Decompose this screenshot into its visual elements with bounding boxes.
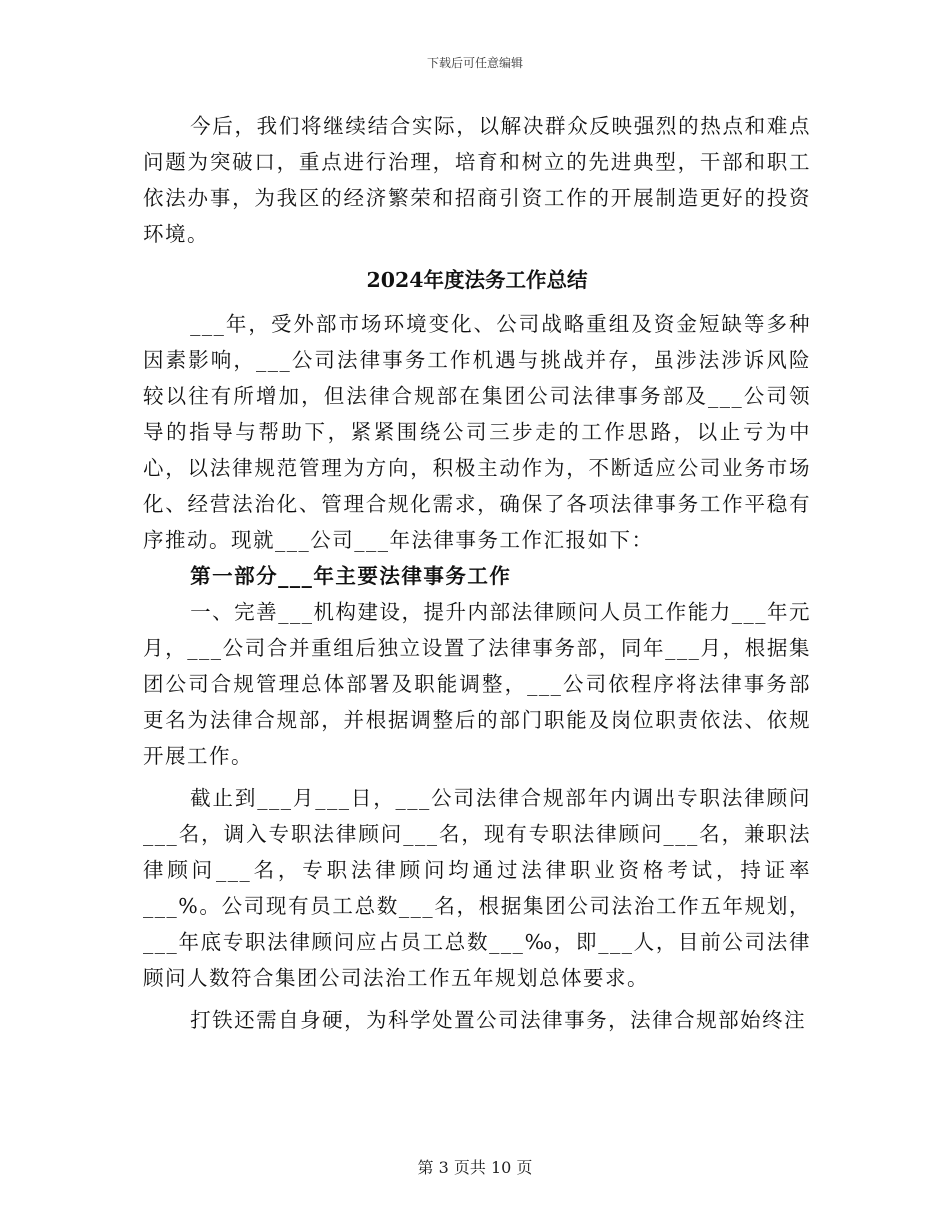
section-paragraph-2: 一、完善___机构建设，提升内部法律顾问人员工作能力___年元月，___公司合并重组后独立设置了法律事务部，同年___月，根据集团公司合规管理总体部署及职能调整，___公司依程序将法律事务部更名为法律合规部，并根据调整后的部门职能及岗位职责依法、依规开展工作。 [143,600,811,768]
section-title: 2024年度法务工作总结 [366,268,588,292]
page-footer: 第 3 页共 10 页 [417,1158,533,1177]
intro-paragraph: 今后，我们将继续结合实际，以解决群众反映强烈的热点和难点问题为突破口，重点进行治理，培育和树立的先进典型，干部和职工依法办事，为我区的经济繁荣和招商引资工作的开展制造更好的投资环境。 [143,114,811,246]
part-heading: 第一部分___年主要法律事务工作 [190,564,512,588]
section-paragraph-4: 打铁还需自身硬，为科学处置公司法律事务，法律合规部始终注 [190,1008,807,1032]
section-paragraph-3: 截止到___月___日，___公司法律合规部年内调出专职法律顾问___名，调入专职法律顾问___名，现有专职法律顾问___名，兼职法律顾问___名，专职法律顾问均通过法律职业资格考试，持证率___%。公司现有员工总数___名，根据集团公司法治工作五年规划，___年底专职法律顾问应占员工总数___‰，即___人，目前公司法律顾问人数符合集团公司法治工作五年规划总体要求。 [143,786,811,990]
document-body [143,108,811,1038]
page-header-note: 下载后可任意编辑 [426,56,523,70]
section-paragraph-1: ___年，受外部市场环境变化、公司战略重组及资金短缺等多种因素影响，___公司法律事务工作机遇与挑战并存，虽涉法涉诉风险较以往有所增加，但法律合规部在集团公司法律事务部及___公司领导的指导与帮助下，紧紧围绕公司三步走的工作思路，以止亏为中心，以法律规范管理为方向，积极主动作为，不断适应公司业务市场化、经营法治化、管理合规化需求，确保了各项法律事务工作平稳有序推动。现就___公司___年法律事务工作汇报如下： [143,312,811,552]
